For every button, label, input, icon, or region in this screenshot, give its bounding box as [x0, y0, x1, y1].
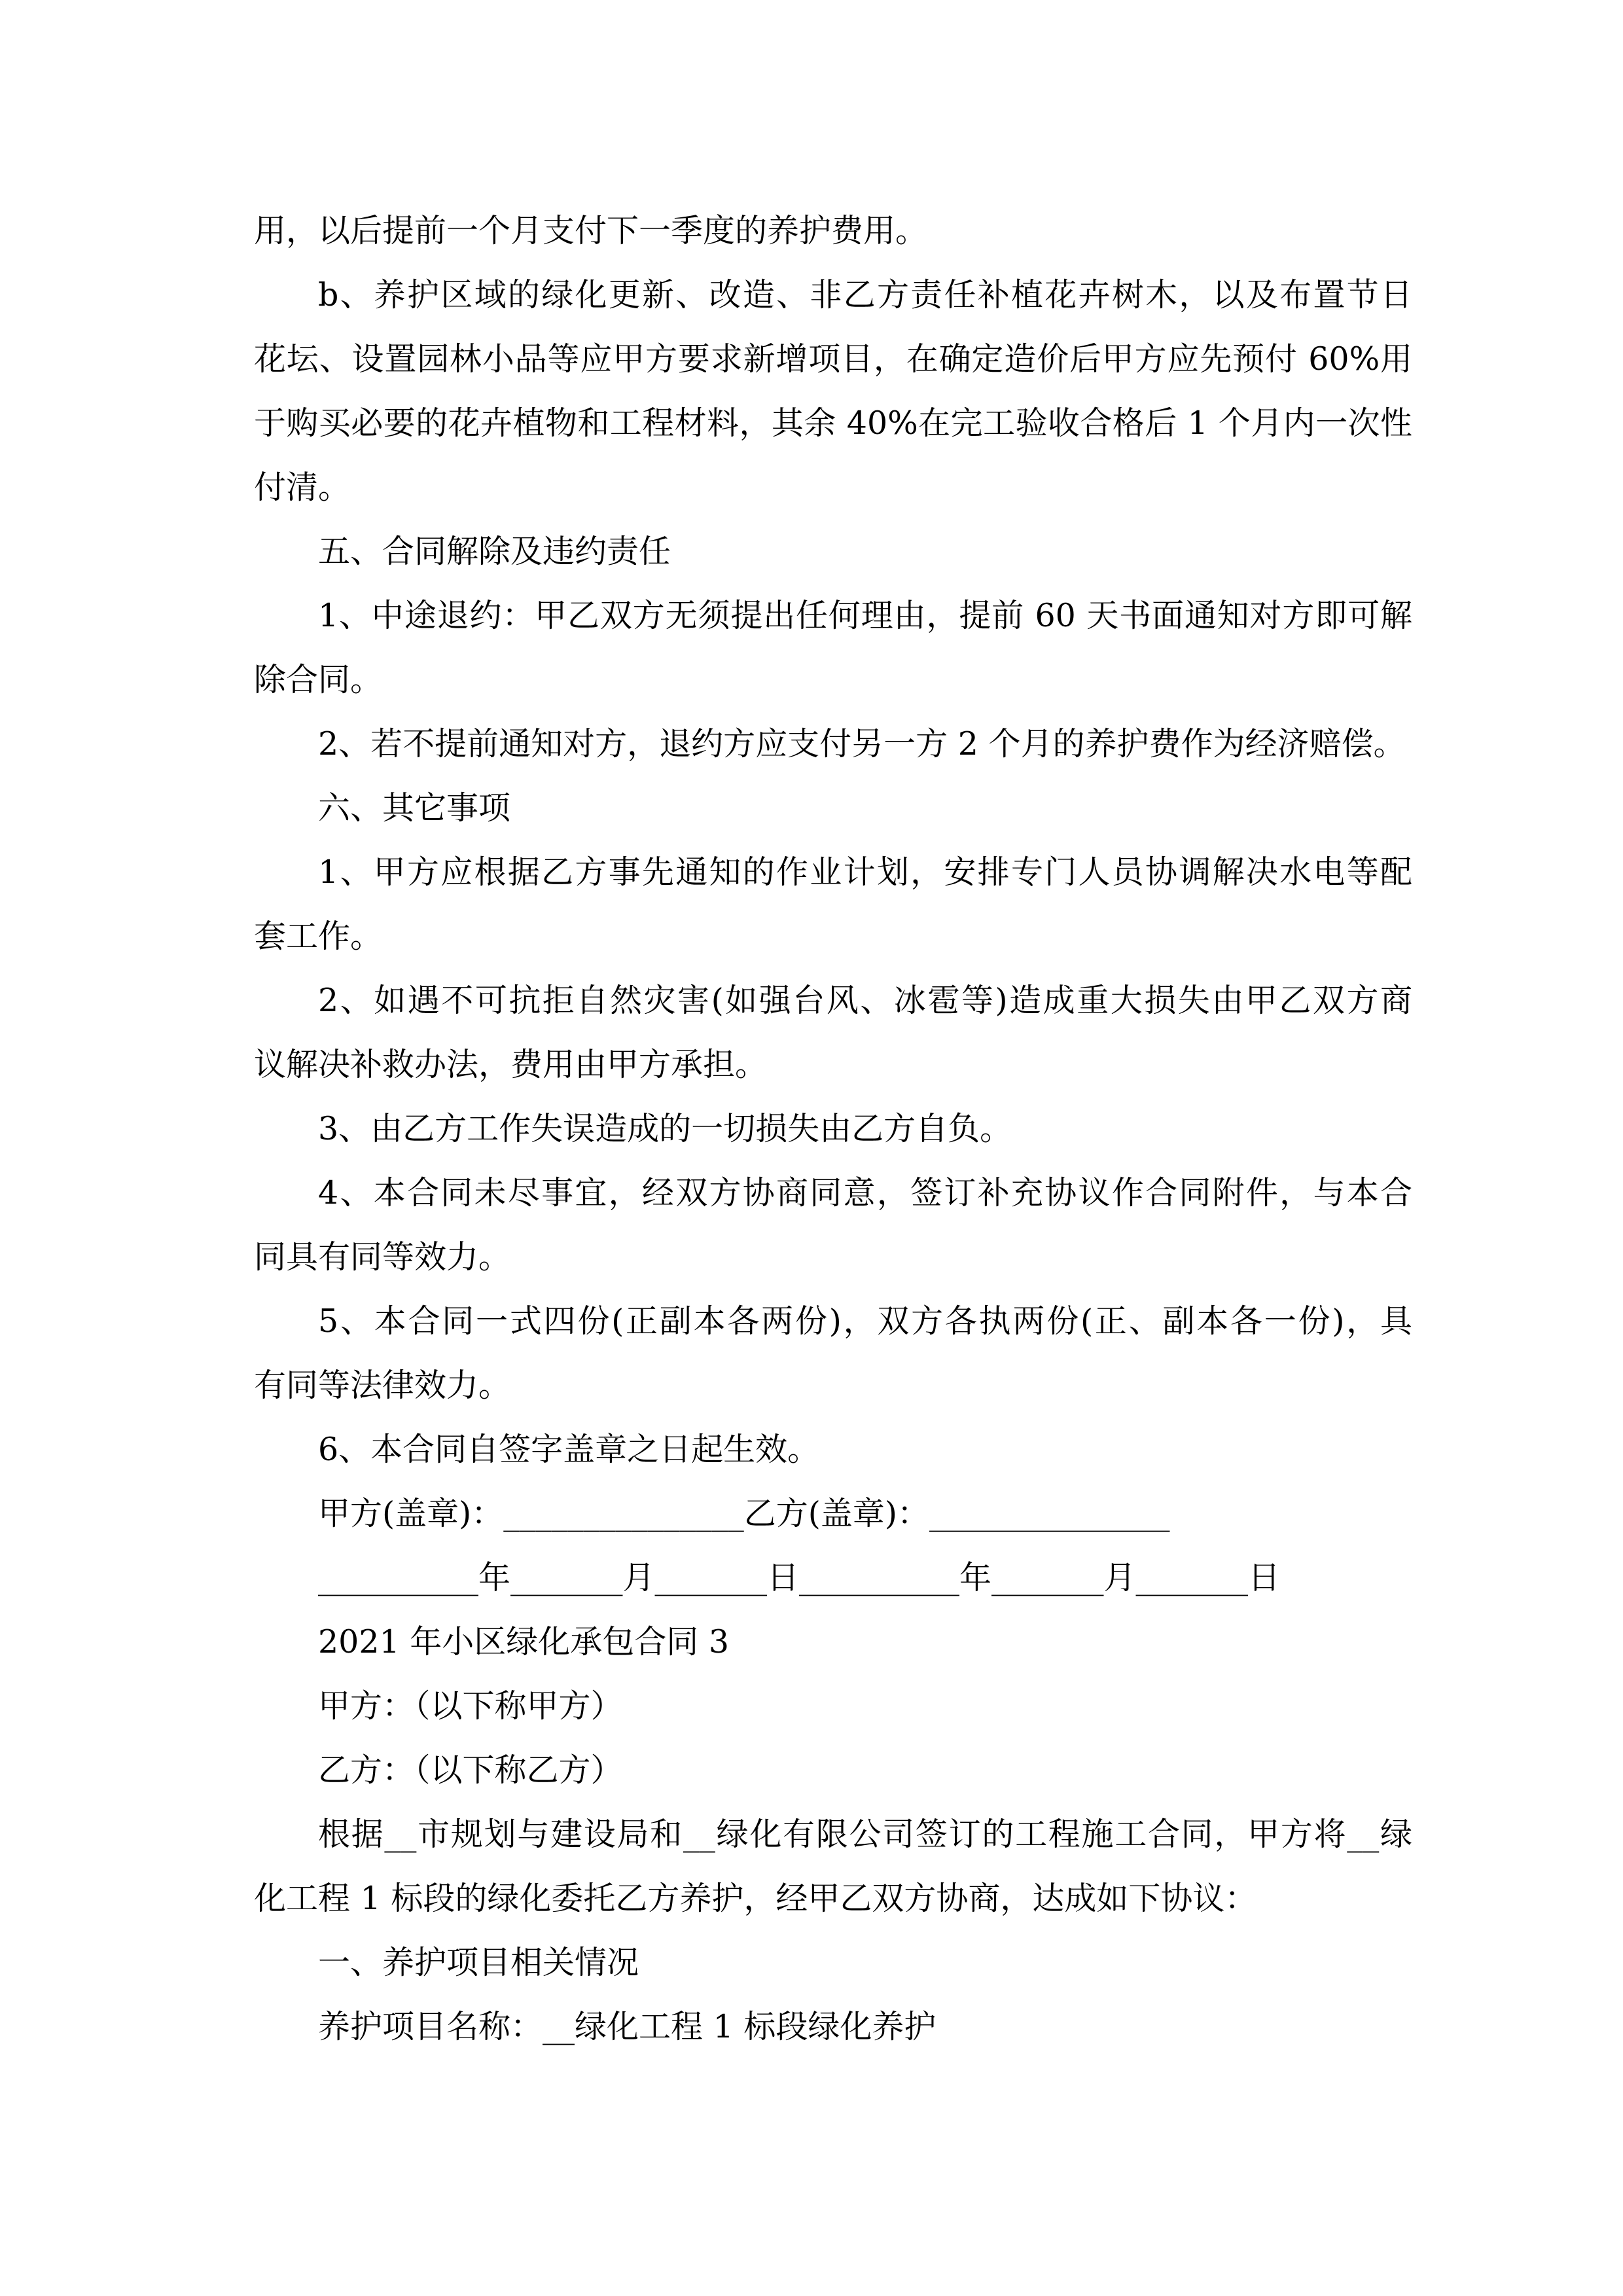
text-line-13: 2、如遇不可抗拒自然灾害(如强台风、冰雹等)造成重大损失由甲乙双方商 [318, 982, 1412, 1019]
text-line-21: 甲方(盖章)：_______________乙方(盖章)：_______________ [318, 1495, 1170, 1532]
text-line-20: 6、本合同自签字盖章之日起生效。 [318, 1431, 820, 1468]
text-line-11: 1、甲方应根据乙方事先通知的作业计划，安排专门人员协调解决水电等配 [318, 853, 1412, 891]
text-line-18: 5、本合同一式四份(正副本各两份)，双方各执两份(正、副本各一份)，具 [318, 1302, 1412, 1340]
text-line-10: 六、其它事项 [318, 789, 511, 827]
text-line-1: 用，以后提前一个月支付下一季度的养护费用。 [254, 212, 928, 249]
text-line-5: 付清。 [254, 469, 351, 506]
document-text-block [254, 199, 1412, 2059]
text-line-26: 根据__市规划与建设局和__绿化有限公司签订的工程施工合同，甲方将__绿 [318, 1816, 1412, 1853]
text-line-7: 1、中途退约：甲乙双方无须提出任何理由，提前 60 天书面通知对方即可解 [318, 597, 1412, 634]
text-line-22: __________年_______月_______日__________年_______月_______日 [318, 1559, 1281, 1596]
text-line-19: 有同等法律效力。 [254, 1367, 511, 1404]
text-line-8: 除合同。 [254, 661, 383, 698]
text-line-16: 4、本合同未尽事宜，经双方协商同意，签订补充协议作合同附件，与本合 [318, 1174, 1412, 1211]
text-line-2: b、养护区域的绿化更新、改造、非乙方责任补植花卉树木，以及布置节日 [318, 276, 1412, 314]
text-line-12: 套工作。 [254, 918, 383, 955]
text-line-24: 甲方：（以下称甲方） [318, 1687, 623, 1725]
text-line-3: 花坛、设置园林小品等应甲方要求新增项目，在确定造价后甲方应先预付 60%用 [254, 340, 1412, 378]
text-line-15: 3、由乙方工作失误造成的一切损失由乙方自负。 [318, 1110, 1012, 1147]
text-line-6: 五、合同解除及违约责任 [318, 533, 671, 570]
text-line-4: 于购买必要的花卉植物和工程材料，其余 40%在完工验收合格后 1 个月内一次性 [254, 404, 1412, 442]
text-line-27: 化工程 1 标段的绿化委托乙方养护，经甲乙双方协商，达成如下协议： [254, 1880, 1257, 1917]
text-line-14: 议解决补救办法，费用由甲方承担。 [254, 1046, 768, 1083]
text-line-17: 同具有同等效力。 [254, 1238, 511, 1276]
text-line-9: 2、若不提前通知对方，退约方应支付另一方 2 个月的养护费作为经济赔偿。 [318, 725, 1406, 762]
text-line-29: 养护项目名称：__绿化工程 1 标段绿化养护 [318, 2008, 936, 2045]
text-line-23: 2021 年小区绿化承包合同 3 [318, 1623, 730, 1660]
text-line-28: 一、养护项目相关情况 [318, 1944, 639, 1981]
text-line-25: 乙方：（以下称乙方） [318, 1751, 623, 1789]
